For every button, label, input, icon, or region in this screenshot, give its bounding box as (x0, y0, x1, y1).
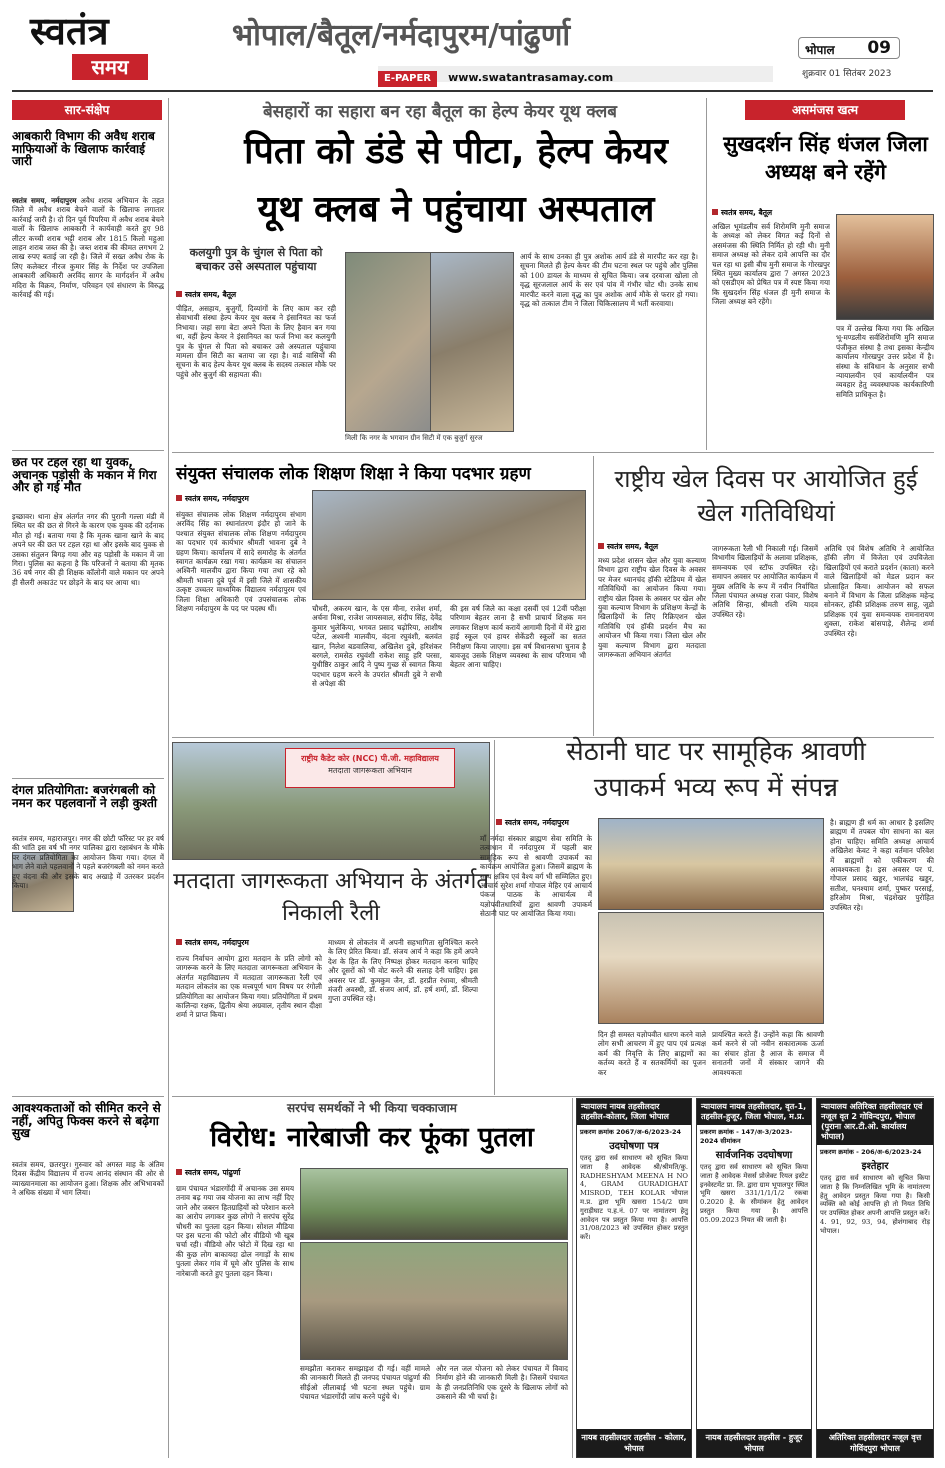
middle-left-body: संयुक्त संचालक लोक शिक्षण नर्मदापुरम संभाग अरविंद सिंह का स्थानांतरण इंदौर हो जाने के पश्चात संयुक्त संचालक लोक शिक्षण नर्मदापुरम का पदभार एवं कार्यभार श्रीमती भावना दुबे ने ग्रहण किया। कार्यालय में सादे समारोह के अंतर्गत स्वागत कार्यक्रम रखा गया। कार्यक्रम का संचालन अश्विनी मालवीय द्वारा किया गया तथा रहे को श्रीमती भावना दुबे पूर्व में इसी जिले में शासकीय उत्कृष्ट उच्चतर माध्यमिक विद्यालय नर्मदापुरम एवं जिला शिक्षा अधिकारी एवं उपसंचालक लोक शिक्षण नर्मदापुरम के पद पर पदस्थ थीं। (176, 510, 306, 614)
left-story4-body: स्वतंत्र समय, छतरपुर। गुरुवार को अगस्त माह के अंतिम दिवस केंद्रीय विद्यालय में राज्य आनंद संस्थान की ओर से व्याख्यानमाला का आयोजन हुआ। शिक्षक और अभिभावकों ने अधिक संख्या में भाग लिया। (12, 1160, 164, 1198)
edition-title: भोपाल/बैतूल/नर्मदापुरम/पांढुर्णा (232, 18, 571, 53)
middle-left-photo (312, 490, 586, 600)
top-story-byline: स्वतंत्र समय, बैतूल (176, 290, 336, 300)
rally-body: राज्य निर्वाचन आयोग द्वारा मतदान के प्रति लोगो को जागरूक करने के लिए मतदाता जागरूकता अभियान के अंतर्गत महाविद्यालय में मतदाता जागरूकता रैली एवं मतदान लोकतंत्र का एक मत्त्वपूर्ण भाग विषय पर रंगोली प्रतियोगिता का आयोजन किया गया। प्रतियोगिता में प्रथम कालिन्दा रक्षक, द्वितीय श्रेया अग्रवाल, तृतीय स्थान दीक्षा शर्मा ने प्राप्त किया। (176, 954, 322, 1020)
protest-body-2: समझौता कराकर समझाइश दी गई। वहीं मामले की जानकारी मिलते ही जनपद पंचायत पांढुर्णा की सीईओ लीलाबाई भी घटना स्थल पहुंचे। ग्राम पंचायत भंडारगोंदी जांच करने पहुंचे थे। (300, 1364, 430, 1402)
notice-2-case: प्रकरण क्रमांक - 147/अ-3/2023-2024 सीमांकन (700, 1128, 793, 1145)
shravani-photo-1 (598, 818, 824, 910)
left-col-vrule (168, 98, 169, 1458)
top-story-caption: मिली कि नगर के भगवान ग्रीन सिटी में एक बुजुर्ग सुरज (345, 434, 483, 442)
notice-2-body: एतद् द्वारा सर्व साधारण को सूचित किया जाता है आवेदक मेसर्स प्रोजेक्ट रियल इस्टेट इनवेस्टमेंट प्रा. लि. द्वारा ग्राम भूपालपुर स्थित भूमि खसरा 331/1/1/1/2 रकबा 0.2020 हे. के सीमांकन हेतु आवेदन प्रस्तुत किया गया है। आपत्ति 05.09.2023 नियत की जाती है। (700, 1163, 808, 1224)
middle-right-headline: राष्ट्रीय खेल दिवस पर आयोजित हुई खेल गतिविधियां (614, 465, 918, 527)
left-story3-body: स्वतंत्र समय, महाराजपुर। नगर की छोटी फॉरेस्ट पर हर वर्ष की भांति इस वर्ष भी नगर पालिका द्वारा रक्षाबंधन के मौके पर दंगल प्रतियोगिता का आयोजन किया गया। दंगल में भाग लेने वाले पहलवानों ने पहले बजरंगबली को नमन करते हुए वंदना की और इसके बाद अखाड़े में उतरकर प्रदर्शन किया। (12, 834, 164, 891)
middle-vrule (593, 456, 594, 736)
section-label-left: सार-संक्षेप (12, 100, 162, 120)
rally-byline: स्वतंत्र समय, नर्मदापुरम (176, 938, 336, 948)
notice-3-title: इश्तेहार (861, 1161, 889, 1172)
legal-notice-3 (816, 1098, 934, 1458)
middle-right-body-3: अतिथि एवं विशेष अतिथि ने आयोजित हॉकी लीग में विजेता एवं उपविजेता खिलाड़ियों एवं कराते प्रदर्शन (काता) करने वाले खिलाड़ियों को मेडल प्रदान कर प्रोत्साहित किया। आयोजन को सफल बनाने में विभाग के जिला प्रशिक्षक महेन्द्र सोनकर, हॉकी प्रशिक्षक तरुण साहू, जूडो प्रशिक्षक एवं युवा समन्वयक रामनारायण शुक्ला, राकेश बांसपाड़े, शैलेन्द्र शर्मा उपस्थित रहे। (824, 544, 934, 638)
protest-headline: विरोध: नारेबाजी कर फूंका पुतला (210, 1122, 534, 1153)
middle-right-body: मध्य प्रदेश शासन खेल और युवा कल्याण विभाग द्वारा राष्ट्रीय खेल दिवस के अवसर पर मेजर ध्यानचंद हॉकी स्टेडियम में खेल गतिविधियों का आयोजन किया गया। राष्ट्रीय खेल दिवस के अवसर पर खेल और युवा कल्याण विभाग के प्रशिक्षण केन्द्रों के खिलाड़ियों के लिए रिक्रिएशन खेल गतिविधि एवं हॉकी प्रदर्शन मैच का आयोजन भी किया गया। जिला खेल और युवा कल्याण विभाग द्वारा मतदाता जागरूकता अभियान अंतर्गत (598, 556, 706, 660)
shravani-photo-2 (598, 912, 824, 1024)
middle-left-body-2: चौधरी, अकरम खान, के एस मीना, राजेश शर्मा, अर्चना मिश्रा, राजेश जायसवाल, संदीप सिंह, देवेंद्र कुमार भुलेकिया, भगवत प्रसाद चढ़ोरिया, आशीष पटेल, अश्वनी मालवीय, वंदना रघुवंशी, बलवंत खान, निलेश बडवालिया, अखिलेश दुबे, हरिशंकर बरगले, रामसेठ रघुवंशी राकेश साहू हरि परसा, युधीष्ठिर ठाकुर आदि ने पुष्प गुच्छ से स्वागत किया पदभार ग्रहण करने के उपरांत श्रीमती दुबे ने सभी से अपेक्षा की (312, 604, 442, 689)
left-story2-body: इच्छावर। थाना क्षेत्र अंतर्गत नगर की पुरानी गल्ला मंडी में स्थित घर की छत से गिरने के कारण एक युवक की दर्दनाक मौत हो गई। बताया गया है कि मृतक खाना खाने के बाद अपने घर की छत पर टहल रहा था और इसके बाद युवक से उसका संतुलन बिगड़ गया और वह पड़ोसी के मकान में जा गिरा। पुलिस का कहना है कि परिजनों ने बताया की मृतक 36 वर्ष नगर की ही शिक्षक कॉलोनी वाले मकान पर अपने ही सैलरी अकाउंट पर छोड़ने के बाद घर आया था। (12, 512, 164, 587)
left-story2-headline: छत पर टहल रहा था युवक, अचानक पड़ोसी के मकान में गिरा और हो गई मौत (12, 455, 157, 495)
section-label-right: असमंजस खत्म (745, 100, 905, 120)
left-story3-headline: दंगल प्रतियोगिता: बजरंगबली को नमन कर पहलवानों ने लड़ी कुश्ती (12, 783, 157, 810)
protest-byline: स्वतंत्र समय, पांढुर्णा (176, 1168, 296, 1178)
top-story-kicker: बेसहारों का सहारा बन रहा बैतूल का हेल्प केयर यूथ क्लब (263, 102, 617, 122)
protest-photo-2 (300, 1242, 568, 1360)
notice-3-foot: अतिरिक्त तहसीलदार नजूल वृत्त गोविंदपुरा भोपाल (817, 1429, 933, 1457)
right-top-body: अखिल भूमंडलीय सर्व शिरोमणि मुनी समाज के अध्यक्ष को लेकर विगत कई दिनों से असमंजस की स्थिति निर्मित हो रही थी। मुनी समाज अध्यक्ष को लेकर दावे आपत्ति का दौर चल रहा था इसी बीच मुनी समाज के गोरखपुर स्थित मुख्य कार्यालय द्वारा 7 अगस्त 2023 को एसडीएम को प्रेषित पत्र में स्पष्ट किया गया कि सुखदर्शन सिंह धंजल ही मुनी समाज के जिला अध्यक्ष बने रहेंगे। (712, 222, 830, 307)
shravani-body-3: प्रायश्चित करते हैं। उन्होंने कहा कि श्रावणी कर्म करने से जो नवीन सकारात्मक ऊर्जा का संचार होता है आज के समाज में सनातनी जनों में संस्कार जागने की आवश्यकता (712, 1030, 824, 1077)
shravani-headline-1: सेठानी घाट पर सामूहिक श्रावणी (566, 737, 866, 767)
protest-kicker: सरपंच समर्थकों ने भी किया चक्काजाम (287, 1101, 457, 1115)
right-top-body-2: पत्र में उल्लेख किया गया कि अखिल भू-मण्डलीय सर्वशिरोमणि मुनि समाज पंजीकृत संस्था है तथा इसका केन्द्रीय कार्यालय गोरखपुर उत्तर प्रदेश में है। संस्था के संविधान के अनुसार सभी न्यायालयीन एवं कार्यालयीन पत्र व्यवहार हेतु व्यवस्थापक कार्यकारिणी समिति प्राधिकृत है। (836, 324, 934, 399)
shravani-body-2: दिन ही समस्त यज्ञोपवीत धारण करने वाले लोग सभी आचरण में हुए पाप एवं प्रत्यक्ष कर्म की निवृत्ति के लिए ब्राह्मणों का कर्तव्य करते हैं व सतकर्मियों का पूजन कर (598, 1030, 706, 1077)
page-city: भोपाल (805, 43, 835, 57)
middle-right-byline: स्वतंत्र समय, बैतूल (598, 542, 708, 552)
row1-hrule (172, 452, 934, 453)
legal-notice-2 (696, 1098, 812, 1458)
right-top-byline: स्वतंत्र समय, बैतूल (712, 208, 832, 218)
left-story1-byline: स्वतंत्र समय, नर्मदापुरम (12, 196, 77, 205)
notice-3-body: एतद् द्वारा सर्व साधारण को सूचित किया जाता है कि निम्नलिखित भूमि के नामांतरण हेतु आवेदन प्रस्तुत किया गया है। किसी व्यक्ति को कोई आपत्ति हो तो नियत तिथि पर उपस्थित होकर अपनी आपत्ति प्रस्तुत करें। 4. 91, 92, 93, 94, होशंगाबाद रोड़ भोपाल। (820, 1174, 930, 1235)
notice-2-foot: नायब तहसीलदार तहसील - हुजूर भोपाल (697, 1429, 811, 1457)
page-date: शुक्रवार 01 सितंबर 2023 (802, 69, 892, 79)
left-divider-2 (12, 778, 164, 779)
middle-left-body-3: की इस वर्ष जिले का कक्षा दसवीं एवं 12वीं परीक्षा परिणाम बेहतर लाना है सभी प्राचार्य शिक्षक मन लगाकर शिक्षण कार्य करायें आगामी दिनों में मेरे द्वारा हाई स्कूल एवं हायर सेकेंडरी स्कूलों का सतत निरीक्षण किया जाएगा। इस वर्ष विधानसभा चुनाव है बावजूद उसके शिक्षण व्यवस्था के साथ परिणाम भी बेहतर आना चाहिए। (450, 604, 586, 670)
page-number: 09 (867, 38, 891, 58)
notice-3-head: न्यायालय अतिरिक्त तहसीलदार एवं नजूल वृत 2 गोविन्दपुरा, भोपाल (पुराना आर.टी.ओ. कार्यालय भोपाल) (817, 1099, 933, 1145)
top-story-subhead: कलयुगी पुत्र के चुंगल से पिता को बचाकर उसे अस्पताल पहुंचाया (189, 246, 323, 273)
rally-banner (285, 748, 455, 788)
right-top-headline: सुखदर्शन सिंह धंजल जिला अध्यक्ष बने रहेंगे (723, 132, 928, 184)
epaper-strip (378, 66, 773, 82)
legal-notice-1 (576, 1098, 692, 1458)
notice-3-case: प्रकरण क्रमांक - 206/अ-6/2023-24 (820, 1148, 922, 1156)
notice-1-foot: नायब तहसीलदार तहसील - कोलार, भोपाल (577, 1429, 691, 1457)
left-divider-3 (12, 1096, 164, 1097)
top-story-vrule (706, 98, 707, 450)
notice-1-case: प्रकरण क्रमांक 2067/अ-6/2023-24 (580, 1128, 681, 1136)
logo-bottom: समय (72, 54, 148, 80)
shravani-headline-2: उपाकर्म भव्य रूप में संपन्न (593, 773, 839, 803)
shravani-body-4: है। ब्राह्मण ही धर्म का आधार है इसलिए ब्राह्मण में तपबल योग साधना का बल होना चाहिए। समिति अध्यक्ष आचार्य अखिलेश केवट ने कहा वर्तमान परिवेश में ब्राह्मणों को एकीकरण की आवश्यकता है। इस अवसर पर पं. गोपाल प्रसाद खड्डर, भालचंद्र खड्डर, सतीश, घनश्याम शर्मा, पुष्कर परसाई, हरिओम मिश्रा, चंद्रशेखर पुरोहित उपस्थित रहे। (830, 818, 934, 912)
top-story-body: पीड़ित, असहाय, बुजुर्गों, दिव्यांगों के लिए काम कर रही सेवाभावी संस्था हेल्प केयर यूथ क्लब ने इंसानियत का फर्ज निभाया। जहां सगा बेटा अपने पिता के लिए हैवान बन गया था, वहीं हेल्प केयर ने इंसानियत का फर्ज निभा कर कलयुगी पुत्र के चुंगल से पिता को बचाकर उसे अस्पताल पहुंचाया मामला ग्रीन सिटी का बताया जा रहा है। वार्ड वासियों की सूचना के बाद हेल्प केयर यूथ क्लब के सदस्य तत्काल मौके पर पहुंचे और बुजुर्ग की सहायता की। (176, 304, 336, 379)
logo-top: स्वतंत्र (30, 9, 109, 53)
site-url[interactable]: www.swatantrasamay.com (448, 71, 614, 84)
notice-1-title: उदघोषणा पत्र (609, 1141, 659, 1152)
left-story1-text: अवैध शराब अभियान के तहत जिले में अवैध शराब बेचने वालों के खिलाफ लगातार कार्रवाई जारी है। दो दिन पूर्व पिपरिया में अवैध शराब बेचने वालों के खिलाफ आबकारी ने कार्यवाही करते हुए 98 लीटर कच्ची शराब भट्टी शराब और 1815 किलो महुआ लाहन शराब जब्त की है। जब्त शराब की कीमत लगभग 2 लाख रुपए बताई जा रही है। जिले में सख्त अवैध रोक के लिए कलेक्टर नीरज कुमार सिंह के निर्देश पर उपजिला आबकारी अधिकारी अरविंद सागर के मार्गदर्शन में अवैध मदिरा के विक्रय, निर्माण, परिवहन एवं संधारण के विरुद्ध कार्रवाई की गई। (12, 196, 164, 300)
notice-2-head: न्यायालय नायब तहसीलदार, वृत-1, तहसील-हुजूर, जिला भोपाल, म.प्र. (697, 1099, 811, 1125)
shravani-body: माँ नर्मदा संस्कार ब्राह्मण सेवा समिति के तत्वाधान में नर्मदापुरम में पहली बार सामूहिक रूप से श्रावणी उपाकर्म का कार्यक्रम आयोजित हुआ। जिसमें ब्राह्मण के साथ क्षत्रिय एवं वैश्य वर्ग भी सम्मिलित हुए। आचार्य सुरेश शर्मा गोपाल मेहिर एवं आचार्य पंकज पाठक के आचार्यत्व में यज्ञोपवीतधारियों द्वारा श्रावणी उपाकर्म सेठानी घाट पर आयोजित किया गया। (480, 834, 592, 919)
top-story-body-2: आर्य के साथ उनका ही पुत्र अशोक आर्य डंडे से मारपीट कर रहा है। सूचना मिलते ही हेल्प केयर की टीम घटना स्थल पर पहुंचे और पुलिस को 100 डायल के माध्यम से सूचित किया। जब दरवाजा खोला तो वृद्ध सूरजलाल आर्य के सर एवं पांव में गंभीर चोट थी। उनके साथ मारपीट करने वाला वृद्ध का पुत्र अशोक आर्य मौके से फरार हो गया। वृद्ध को तत्काल टीम ने जिला चिकित्सालय में भर्ती करवाया। (520, 252, 698, 309)
epaper-label: E-PAPER (378, 71, 437, 87)
left-story4-headline: आवश्यकताओं को सीमित करने से नहीं, अपितु फिक्स करने से बढ़ेगा सुख (12, 1101, 161, 1141)
page-tag (798, 37, 900, 59)
left-story1-headline: आबकारी विभाग की अवैध शराब माफियाओं के खिलाफ कार्रवाई जारी (12, 129, 155, 169)
rally-banner-text: राष्ट्रीय कैडेट कोर (NCC) पी.जी. महाविद्यालय (301, 754, 439, 763)
notice-1-body: एतद् द्वारा सर्व साधारण को सूचित किया जाता है आवेदक श्री/श्रीमति/कु. RADHESHYAM MEENA H NO 4, GRAM GURADIGHAT MISROD, TEH KOLAR भोपाल म.प्र. द्वारा भूमि खसरा 154/2 ग्राम गुराड़ीघाट प.ह.नं. 07 पर नामांतरण हेतु आवेदन पत्र प्रस्तुत किया गया है। आपत्ति 31/08/2023 को उपस्थित होकर प्रस्तुत करें। (580, 1154, 688, 1242)
notice-2-title: सार्वजनिक उदघोषणा (715, 1150, 793, 1161)
masthead (0, 0, 945, 92)
protest-body-3: और नल जल योजना को लेकर पंचायत में विवाद निर्माण होने की जानकारी मिली है। जिसमें पंचायत के ही जनप्रतिनिधि एक दूसरे के खिलाफ लोगों को उकसाने की भी चर्चा है। (436, 1364, 568, 1402)
rally-headline: मतदाता जागरूकता अभियान के अंतर्गत निकाली रैली (173, 869, 489, 926)
shravani-byline: स्वतंत्र समय, नर्मदापुरम (496, 818, 596, 828)
left-story1-body (12, 196, 164, 446)
logo[interactable] (30, 10, 160, 84)
left-divider-1 (12, 450, 164, 451)
protest-photo-1 (300, 1168, 568, 1240)
middle-left-headline: संयुक्त संचालक लोक शिक्षण शिक्षा ने किया पदभार ग्रहण (176, 464, 531, 484)
top-story-photo-2 (430, 252, 514, 432)
notice-1-head: न्यायालय नायब तहसीलदार तहसील-कोलार, जिला भोपाल (577, 1099, 691, 1125)
middle-left-byline: स्वतंत्र समय, नर्मदापुरम (176, 494, 336, 504)
rally-body-2: माध्यम से लोकतंत्र में अपनी सहभागिता सुनिश्चित करने के लिए प्रेरित किया। डॉ. संजय आर्य ने कहा कि हमें अपने देश के हित के लिए निष्पक्ष होकर मतदान करना चाहिए और दूसरों को भी वोट करने की सलाह देनी चाहिए। इस अवसर पर डॉ. कुमकुम जैन, डॉ. हरप्रीत रंधावा, श्रीमती मंजरी अवस्थी, डॉ. संजय आर्य, डॉ. हर्ष शर्मा, डॉ. शिल्पा गुप्ता उपस्थित रहे। (328, 938, 478, 1004)
masthead-rule (12, 90, 933, 92)
protest-vrule (572, 1098, 573, 1458)
rally-banner-sub: मतदाता जागरूकता अभियान (328, 766, 412, 775)
middle-right-body-2: जागरूकता रैली भी निकाली गई। जिसमें विभागीय खिलाड़ियों के अलावा प्रशिक्षक, समन्वयक एवं स्टॉफ उपस्थित रहे। समापन अवसर पर आयोजित कार्यक्रम में मुख्य अतिथि के रूप में नवीन निर्वाचित जिला पंचायत अध्यक्ष राजा पंवार, विशेष अतिथि सिन्हा, श्रीमती रश्मि यादव उपस्थित रहे। (712, 544, 818, 619)
row3-hrule (172, 1096, 934, 1097)
protest-body: ग्राम पंचायत भंडारगोंदी में अचानक उस समय तनाव बढ़ गया जब योजना का लाभ नहीं दिए जाने और जबरन हितग्राहियों को परेशान करने का आरोप लगाकर कुछ लोगो ने सरपंच सुरेंद्र चौधरी का पुतला दहन किया। सोशल मीडिया पर इस घटना की फोटो और वीडियो भी खूब चर्चा रही। वीडियो और फोटो में दिख रहा था की कुछ लोग बाकायदा ढोल नगाड़ों के साथ पुतला लेकर गांव में घूमे और पुलिस के साथ नारेबाजी करते हुए पुतला दहन किया। (176, 1184, 294, 1278)
right-top-portrait (836, 214, 934, 320)
top-story-headline-2: यूथ क्लब ने पहुंचाया अस्पताल (257, 189, 655, 230)
top-story-headline-1: पिता को डंडे से पीटा, हेल्प केयर (244, 131, 668, 172)
